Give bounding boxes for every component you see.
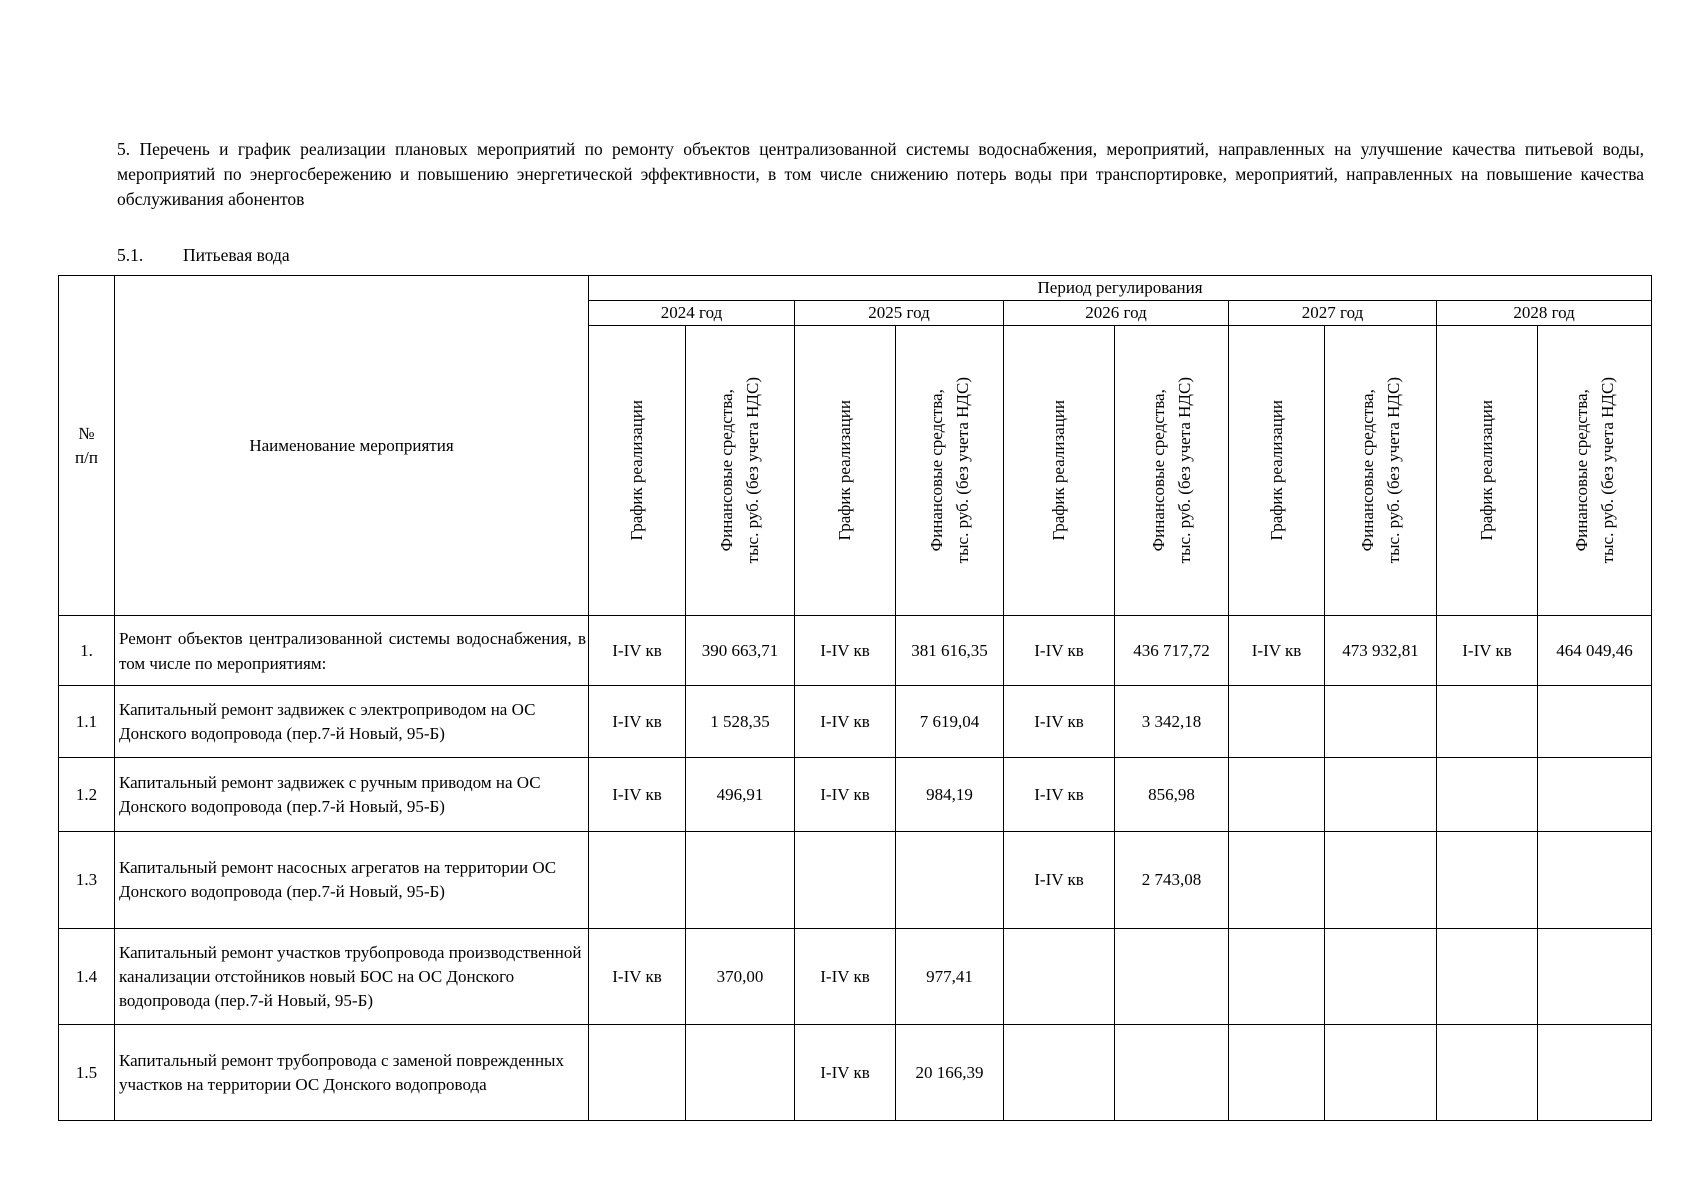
schedule-cell — [1229, 758, 1325, 832]
finance-cell: 464 049,46 — [1538, 616, 1652, 686]
header-period: Период регулирования — [589, 276, 1652, 301]
finance-cell — [1115, 1025, 1229, 1121]
schedule-cell: I-IV кв — [589, 758, 686, 832]
schedule-cell: I-IV кв — [589, 616, 686, 686]
schedule-cell: I-IV кв — [589, 686, 686, 758]
header-schedule: График реализации — [1229, 326, 1325, 616]
header-year: 2024 год — [589, 301, 795, 326]
header-schedule: График реализации — [795, 326, 896, 616]
schedule-cell: I-IV кв — [1004, 832, 1115, 929]
schedule-cell: I-IV кв — [795, 616, 896, 686]
table-row — [59, 686, 1652, 758]
schedule-cell — [1437, 1025, 1538, 1121]
header-finance: Финансовые средства, тыс. руб. (без учета НДС) — [896, 326, 1004, 616]
finance-cell: 984,19 — [896, 758, 1004, 832]
schedule-cell — [1229, 832, 1325, 929]
section-heading — [117, 244, 290, 266]
schedule-cell: I-IV кв — [1229, 616, 1325, 686]
schedule-cell — [1437, 832, 1538, 929]
schedule-cell: I-IV кв — [1004, 616, 1115, 686]
header-number: № п/п — [59, 276, 115, 616]
finance-cell — [1538, 929, 1652, 1025]
schedule-cell — [1437, 758, 1538, 832]
finance-cell — [1538, 832, 1652, 929]
finance-cell — [686, 832, 795, 929]
intro-paragraph: 5. Перечень и график реализации плановых мероприятий по ремонту объектов централизованной системы водоснабжения, мероприятий, направленных на улучшение качества питьевой воды, мероприятий по энергосбережению и повышению энергетической эффективности, в том числе снижению потерь воды при транспортировке, мероприятий, направленных на повышение качества обслуживания абонентов — [117, 139, 1644, 209]
schedule-cell: I-IV кв — [795, 1025, 896, 1121]
finance-cell — [1538, 1025, 1652, 1121]
row-name: Ремонт объектов централизованной системы водоснабжения, в том числе по мероприятиям: — [115, 616, 589, 686]
row-name: Капитальный ремонт задвижек с электроприводом на ОС Донского водопровода (пер.7-й Новый, 95-Б) — [115, 686, 589, 758]
row-name: Капитальный ремонт участков трубопровода производственной канализации отстойников новый БОС на ОС Донского водопровода (пер.7-й Новый, 95-Б) — [115, 929, 589, 1025]
header-finance: Финансовые средства, тыс. руб. (без учета НДС) — [1115, 326, 1229, 616]
header-schedule: График реализации — [589, 326, 686, 616]
header-finance: Финансовые средства, тыс. руб. (без учета НДС) — [686, 326, 795, 616]
finance-cell: 20 166,39 — [896, 1025, 1004, 1121]
row-name: Капитальный ремонт насосных агрегатов на территории ОС Донского водопровода (пер.7-й Новый, 95-Б) — [115, 832, 589, 929]
table-row — [59, 832, 1652, 929]
finance-cell: 1 528,35 — [686, 686, 795, 758]
header-schedule: График реализации — [1437, 326, 1538, 616]
schedule-cell — [589, 1025, 686, 1121]
row-number: 1.2 — [59, 758, 115, 832]
schedule-cell — [1004, 929, 1115, 1025]
row-name: Капитальный ремонт задвижек с ручным приводом на ОС Донского водопровода (пер.7-й Новый, 95-Б) — [115, 758, 589, 832]
table-row — [59, 758, 1652, 832]
schedule-cell: I-IV кв — [1004, 758, 1115, 832]
finance-cell: 370,00 — [686, 929, 795, 1025]
table-body — [59, 616, 1652, 1121]
finance-cell — [1115, 929, 1229, 1025]
finance-cell: 7 619,04 — [896, 686, 1004, 758]
header-year: 2027 год — [1229, 301, 1437, 326]
schedule-cell — [1437, 686, 1538, 758]
finance-cell: 390 663,71 — [686, 616, 795, 686]
finance-cell — [1325, 1025, 1437, 1121]
finance-cell: 496,91 — [686, 758, 795, 832]
finance-cell: 2 743,08 — [1115, 832, 1229, 929]
schedule-cell: I-IV кв — [795, 758, 896, 832]
section-title: Питьевая вода — [183, 245, 290, 265]
row-number: 1.4 — [59, 929, 115, 1025]
schedule-cell — [1229, 929, 1325, 1025]
header-finance: Финансовые средства, тыс. руб. (без учета НДС) — [1325, 326, 1437, 616]
finance-cell — [896, 832, 1004, 929]
finance-cell — [1325, 758, 1437, 832]
header-schedule: График реализации — [1004, 326, 1115, 616]
schedule-cell: I-IV кв — [795, 686, 896, 758]
activities-table — [58, 275, 1652, 1121]
finance-cell — [1325, 832, 1437, 929]
schedule-cell: I-IV кв — [1437, 616, 1538, 686]
section-number: 5.1. — [117, 245, 144, 265]
table-header — [59, 276, 1652, 616]
header-year: 2028 год — [1437, 301, 1652, 326]
row-number: 1.5 — [59, 1025, 115, 1121]
row-name: Капитальный ремонт трубопровода с заменой поврежденных участков на территории ОС Донского водопровода — [115, 1025, 589, 1121]
table-row — [59, 1025, 1652, 1121]
schedule-cell — [589, 832, 686, 929]
finance-cell — [1538, 686, 1652, 758]
row-number: 1.3 — [59, 832, 115, 929]
header-finance: Финансовые средства, тыс. руб. (без учета НДС) — [1538, 326, 1652, 616]
finance-cell: 436 717,72 — [1115, 616, 1229, 686]
finance-cell: 3 342,18 — [1115, 686, 1229, 758]
table-row — [59, 929, 1652, 1025]
schedule-cell — [1229, 1025, 1325, 1121]
finance-cell — [686, 1025, 795, 1121]
header-year: 2025 год — [795, 301, 1004, 326]
table-row — [59, 616, 1652, 686]
row-number: 1.1 — [59, 686, 115, 758]
header-activity-name: Наименование мероприятия — [115, 276, 589, 616]
schedule-cell — [1004, 1025, 1115, 1121]
finance-cell: 381 616,35 — [896, 616, 1004, 686]
schedule-cell — [1437, 929, 1538, 1025]
schedule-cell — [1229, 686, 1325, 758]
finance-cell: 977,41 — [896, 929, 1004, 1025]
row-number: 1. — [59, 616, 115, 686]
schedule-cell — [795, 832, 896, 929]
finance-cell — [1538, 758, 1652, 832]
schedule-cell: I-IV кв — [795, 929, 896, 1025]
finance-cell: 473 932,81 — [1325, 616, 1437, 686]
finance-cell — [1325, 686, 1437, 758]
schedule-cell: I-IV кв — [589, 929, 686, 1025]
finance-cell — [1325, 929, 1437, 1025]
schedule-cell: I-IV кв — [1004, 686, 1115, 758]
header-year: 2026 год — [1004, 301, 1229, 326]
finance-cell: 856,98 — [1115, 758, 1229, 832]
